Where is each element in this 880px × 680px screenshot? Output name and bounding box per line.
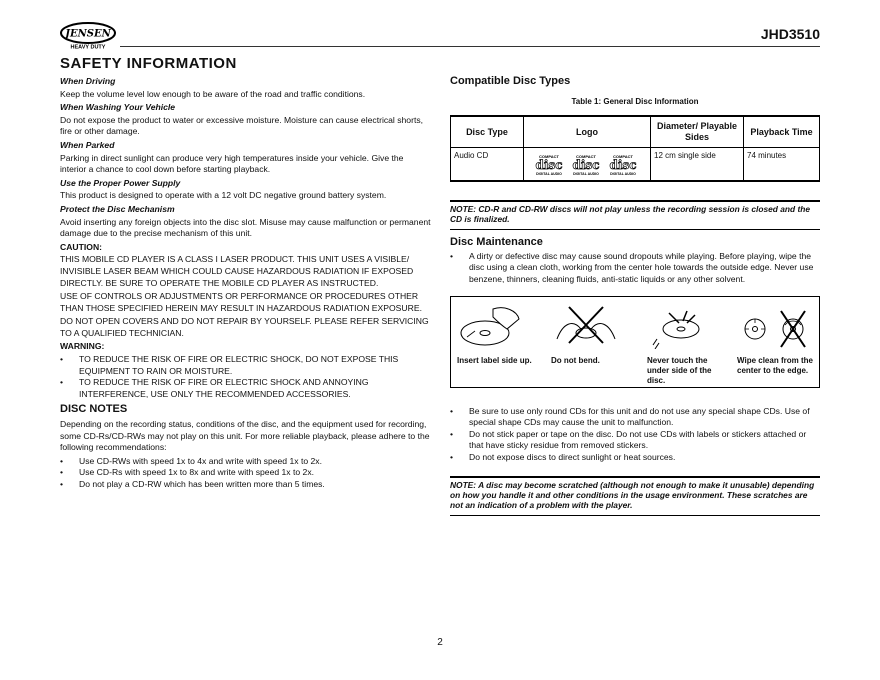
col-logo: Logo	[524, 116, 651, 148]
scratch-note: NOTE: A disc may become scratched (although not enough to make it unusable) depending on how you handle it and other conditions in the usage environment. These scratches are not an indication of a problem with the player.	[450, 476, 820, 516]
caption-insert: Insert label side up.	[457, 356, 532, 366]
svg-text:JENSEN: JENSEN	[65, 28, 111, 40]
page-number: 2	[437, 637, 443, 648]
list-item: • TO REDUCE THE RISK OF FIRE OR ELECTRIC SHOCK, DO NOT EXPOSE THIS EQUIPMENT TO RAIN OR MOISTURE.	[60, 354, 432, 377]
svg-text:COMPACT: COMPACT	[539, 154, 559, 160]
insert-disc-icon	[457, 303, 527, 349]
wipe-disc-icon	[737, 303, 813, 349]
disc-notes-heading: DISC NOTES	[60, 403, 128, 416]
list-item: • Be sure to use only round CDs for this unit and do not use any special shape CDs. Use of special shape CDs may cause the unit to malfunction.	[450, 406, 820, 429]
svg-text:HEAVY DUTY: HEAVY DUTY	[70, 44, 106, 50]
caution-heading: CAUTION:	[60, 241, 103, 252]
compact-disc-logo-icon	[532, 153, 566, 177]
cell-playback-time: 74 minutes	[744, 148, 820, 182]
caption-touch: Never touch the under side of the disc.	[647, 356, 712, 386]
left-column	[60, 76, 432, 493]
cell-diameter: 12 cm single side	[651, 148, 744, 182]
maintenance-list	[450, 406, 820, 464]
svg-text:DIGITAL AUDIO: DIGITAL AUDIO	[610, 172, 636, 177]
svg-text:disc: disc	[535, 158, 563, 173]
text-protect-disc: Avoid inserting any foreign objects into the disc slot. Misuse may cause malfunction or permanent damage due to the precise mechanism of this unit.	[60, 216, 431, 239]
jensen-logo	[60, 22, 120, 50]
caution-text-2: USE OF CONTROLS OR ADJUSTMENTS OR PERFORMANCE OR PROCEDURES OTHER THAN THOSE SPECIFIED HEREIN MAY RESULT IN HAZARDOUS RADIATION EXPOSURE.	[60, 291, 422, 313]
heading-power-supply: Use the Proper Power Supply	[60, 177, 181, 188]
heading-when-driving: When Driving	[60, 76, 116, 86]
page-title: SAFETY INFORMATION	[60, 55, 237, 72]
text-power-supply: This product is designed to operate with a 12 volt DC negative ground battery system.	[60, 190, 387, 201]
list-item: • Do not expose discs to direct sunlight or heat sources.	[450, 452, 820, 464]
list-item: • TO REDUCE THE RISK OF FIRE OR ELECTRIC SHOCK AND ANNOYING INTERFERENCE, USE ONLY THE RECOMMENDED ACCESSORIES.	[60, 377, 432, 400]
illustration-touch	[647, 303, 727, 387]
disc-notes-list	[60, 456, 432, 491]
right-column	[450, 76, 820, 516]
table-row	[451, 148, 820, 182]
heading-washing: When Washing Your Vehicle	[60, 102, 176, 113]
list-item: • Do not play a CD-RW which has been written more than 5 times.	[60, 479, 432, 491]
caption-bend: Do not bend.	[551, 356, 600, 366]
list-item: • A dirty or defective disc may cause sound dropouts while playing. Before playing, wipe the disc using a clean cloth, working from the center hole towards the outside edge. Never use benzene, thinners, cleaning fluids, anti-static liquids or any other solvent.	[450, 251, 820, 286]
heading-parked: When Parked	[60, 139, 115, 150]
no-touch-underside-icon	[647, 303, 717, 349]
svg-text:COMPACT: COMPACT	[613, 154, 633, 160]
header-rule	[120, 46, 820, 47]
col-playback-time: Playback Time	[744, 116, 820, 148]
caution-text-3: DO NOT OPEN COVERS AND DO NOT REPAIR BY YOURSELF. PLEASE REFER SERVICING TO A QUALIFIED TECHNICIAN.	[60, 316, 429, 338]
warning-heading: WARNING:	[60, 341, 105, 352]
cell-disc-type: Audio CD	[451, 148, 524, 182]
svg-text:disc: disc	[609, 158, 637, 173]
model-number: JHD3510	[760, 26, 820, 42]
disc-notes-intro: Depending on the recording status, conditions of the disc, and the equipment used for recording, some CD-Rs/CD-RWs may not play on this unit. For more reliable playback, please adhere to the following recommendations:	[60, 419, 430, 453]
list-item: • Use CD-Rs with speed 1x to 8x and write with speed 1x to 2x.	[60, 467, 432, 479]
maintenance-intro-list	[450, 251, 820, 286]
disc-handling-illustrations	[450, 296, 820, 388]
heading-protect-disc: Protect the Disc Mechanism	[60, 203, 175, 214]
text-parked: Parking in direct sunlight can produce very high temperatures inside your vehicle. Give the interior a chance to cool down before starting playback.	[60, 152, 404, 175]
col-disc-type: Disc Type	[451, 116, 524, 148]
svg-text:DIGITAL AUDIO: DIGITAL AUDIO	[536, 172, 562, 177]
disc-table	[450, 115, 820, 182]
finalize-note: NOTE: CD-R and CD-RW discs will not play unless the recording session is closed and the CD is finalized.	[450, 200, 820, 230]
compact-disc-logo-icon	[569, 153, 603, 177]
illustration-wipe	[737, 303, 817, 377]
svg-text:DIGITAL AUDIO: DIGITAL AUDIO	[573, 172, 599, 177]
illustration-insert	[457, 303, 537, 367]
warning-list	[60, 354, 432, 400]
disc-maintenance-heading: Disc Maintenance	[450, 236, 543, 249]
col-diameter: Diameter/ Playable Sides	[651, 116, 744, 148]
caption-wipe: Wipe clean from the center to the edge.	[737, 356, 813, 376]
compatible-disc-heading: Compatible Disc Types	[450, 75, 571, 87]
table-caption: Table 1: General Disc Information	[571, 96, 699, 106]
list-item: • Do not stick paper or tape on the disc. Do not use CDs with labels or stickers attached or that have sticky residue from removed stickers.	[450, 429, 820, 452]
text-washing: Do not expose the product to water or excessive moisture. Moisture can cause electrical shorts, fire or other damage.	[60, 114, 424, 137]
list-item: • Use CD-RWs with speed 1x to 4x and write with speed 1x to 2x.	[60, 456, 432, 468]
text-when-driving: Keep the volume level low enough to be aware of the road and traffic conditions.	[60, 88, 366, 99]
svg-text:disc: disc	[572, 158, 600, 173]
caution-text-1: THIS MOBILE CD PLAYER IS A CLASS I LASER PRODUCT. THIS UNIT USES A VISIBLE/ INVISIBLE LASER BEAM WHICH COULD CAUSE HAZARDOUS RADIATION IF EXPOSED DIRECTLY. BE SURE TO OPERATE THE MOBILE CD PLAYER AS INSTRUCTED.	[60, 254, 414, 288]
illustration-bend	[551, 303, 631, 367]
do-not-bend-icon	[551, 303, 621, 349]
svg-text:COMPACT: COMPACT	[576, 154, 596, 160]
compact-disc-logo-icon	[606, 153, 640, 177]
cell-logo	[524, 148, 651, 182]
